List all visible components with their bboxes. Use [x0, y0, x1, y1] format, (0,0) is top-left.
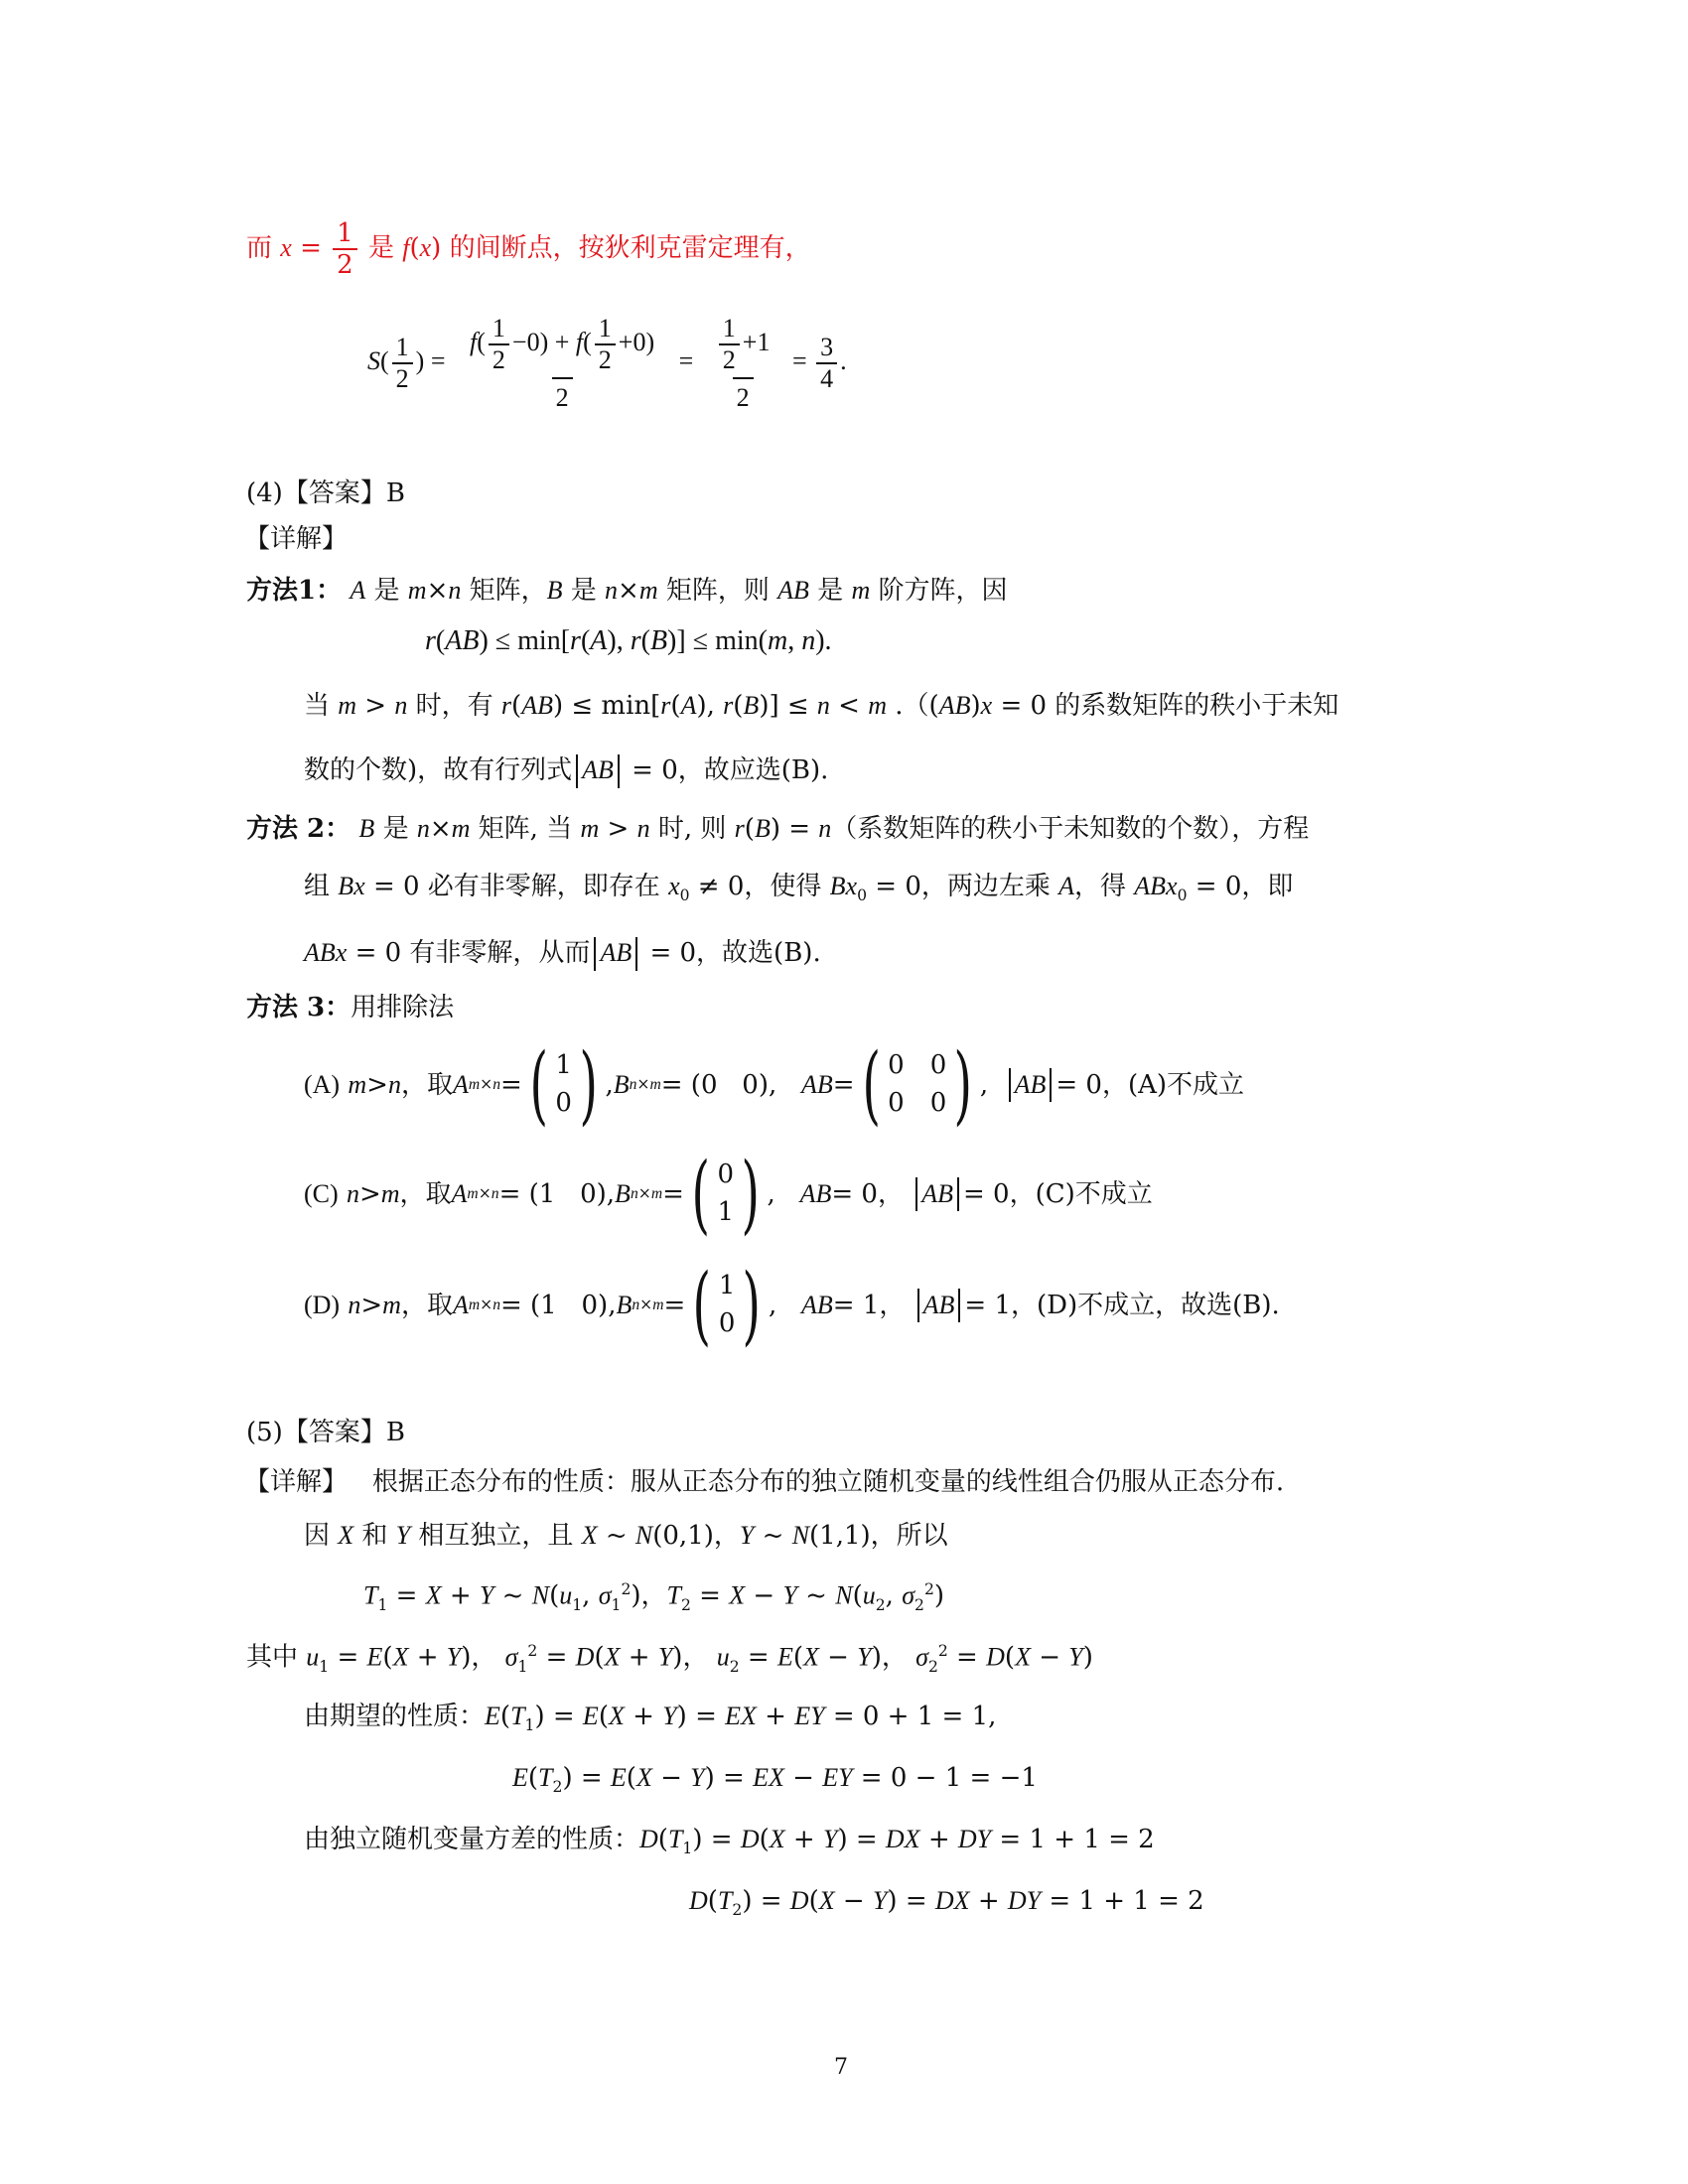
dirichlet-sum-formula: S( $\frac{1}{2}$ ) = f( $\frac{1}{2}$ −0) + f( $\frac{1}{2}$ +0) 2 = $\frac{1}{2}$ +1 2 = $\frac{3}{4}$ .	[367, 314, 847, 412]
option-a-counterexample: (A) m > n ，取 A m×n = ( 1 0 ) , B n×m = (0 0), AB = ( 0 0 0 0 ) , AB = 0， (A)不成立	[304, 1035, 1245, 1135]
method1-label: 方法1：	[246, 576, 343, 606]
method3-line	[246, 995, 454, 1021]
q5-expectation-line1: 由期望的性质：$E(T_1) = E(X + Y)$ = EX + EY = 0 + 1 = 1,	[304, 1702, 997, 1735]
method2-line2: 组 Bx = 0 必有非零解，即存在 $x_0 \ne 0$，使得 $Bx_0 = 0$，两边左乘 A，得 ABx$_0$ = 0，即	[304, 872, 1294, 905]
method2-line	[246, 816, 1309, 842]
q5-answer: (5)【答案】B	[246, 1418, 405, 1447]
option-c-counterexample: (C) n > m ，取 A m×n = (1 0), B n×m = ( 0 1 ) , AB = 0， AB = 0， (C)不成立	[304, 1145, 1153, 1244]
method1-when-line: 当 m > n 时，有 r(AB) ≤ min[r(A), r(B)] ≤ n < m .（(AB)x = 0 的系数矩阵的秩小于未知	[304, 691, 1339, 721]
method1-conclusion: 数的个数)，故有行列式 AB = 0，故应选(B).	[304, 754, 828, 788]
method1-rank-inequality: r(AB) ≤ min[r(A), r(B)] ≤ min(m, n).	[425, 625, 832, 656]
dirichlet-intro-text: 而 x = $\frac{1}{2}$ 是 f(x) 的间断点，按狄利克雷定理有，	[246, 218, 811, 280]
option-d-counterexample: (D) n > m ，取 A m×n = (1 0), B n×m = ( 1 0 ) , AB = 1， AB = 1， (D)不成立，故选(B).	[304, 1256, 1280, 1355]
method2-label: 方法 2：	[246, 814, 352, 844]
q5-expectation-label: 由期望的性质：	[304, 1702, 486, 1731]
q5-variance-label: 由独立随机变量方差的性质：	[304, 1825, 640, 1854]
method2-text: B 是 n×m 矩阵, 当 m > n 时, 则 r(B) = n（系数矩阵的秩小于未知数的个数），方程	[358, 814, 1310, 844]
q5-independence-line: 因 X 和 Y 相互独立，且 X ~ N(0,1)，Y ~ N(1,1)，所以	[304, 1521, 948, 1551]
q4-detail-heading: 【详解】	[244, 524, 349, 554]
option-c-tail: (C)不成立	[1035, 1179, 1153, 1209]
page-number: 7	[834, 2055, 848, 2080]
q4-answer: (4)【答案】B	[246, 478, 405, 508]
q5-expectation-line2: $E(T_2) = E(X - Y)$ = EX − EY = 0 − 1 = −1	[512, 1763, 1038, 1797]
q5-variance-line1: 由独立随机变量方差的性质：$D(T_1) = D(X + Y)$ = DX + DY = 1 + 1 = 2	[304, 1825, 1155, 1858]
method1-text: A 是 m×n 矩阵，B 是 n×m 矩阵，则 AB 是 m 阶方阵，因	[350, 576, 1008, 606]
dirichlet-intro-line	[246, 220, 811, 278]
q5-where-line: 其中 $u_1 = E(X + Y)$， $\sigma_1^2 = D(X + Y)$， $u_2 = E(X - Y)$， $\sigma_2^2 = D(X - Y)$	[246, 1642, 1093, 1676]
q5-T-distribution: $T_1 = X + Y$ ~ $N(u_1$, $\sigma_1^2$)，$T_2 = X - Y$ ~ $N(u_2$, $\sigma_2^2$)	[363, 1580, 945, 1614]
q5-detail-label: 【详解】	[244, 1467, 349, 1497]
option-a-tail: (A)不成立	[1127, 1070, 1245, 1100]
method3-text: 用排除法	[351, 993, 455, 1023]
q5-detail-line	[244, 1469, 1284, 1495]
method1-line	[246, 578, 1008, 604]
q5-variance-line2: $D(T_2) = D(X - Y)$ = DX + DY = 1 + 1 = 2	[689, 1886, 1204, 1920]
method3-label: 方法 3：	[246, 993, 352, 1023]
option-d-tail: (D)不成立，故选(B).	[1037, 1291, 1280, 1320]
method2-conclusion: ABx = 0 有非零解，从而 AB = 0，故选(B).	[304, 937, 821, 971]
q5-detail-text: 根据正态分布的性质：服从正态分布的独立随机变量的线性组合仍服从正态分布.	[371, 1467, 1285, 1497]
